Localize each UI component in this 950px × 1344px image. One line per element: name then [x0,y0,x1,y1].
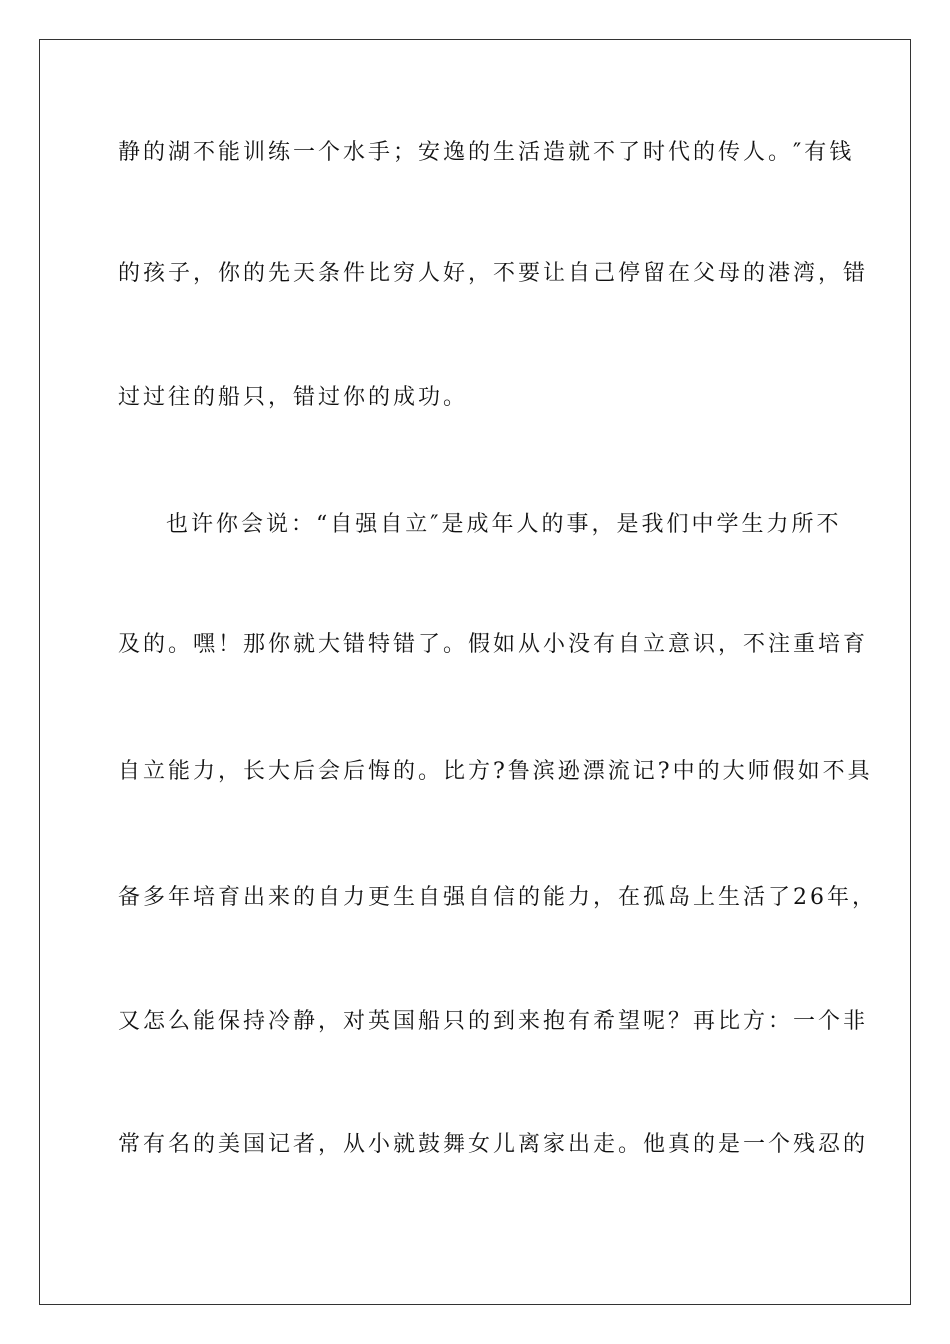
body-line: 备多年培育出来的自力更生自强自信的能力，在孤岛上生活了26年， [118,885,877,910]
document-page [39,39,911,1305]
body-line: 自立能力，长大后会后悔的。比方?鲁滨逊漂流记?中的大师假如不具 [118,759,873,784]
body-line: 的孩子，你的先天条件比穷人好，不要让自己停留在父母的港湾，错 [118,261,869,286]
paragraph-start-line: 也许你会说：“自强自立″是成年人的事，是我们中学生力所不 [166,512,842,537]
body-line: 又怎么能保持冷静，对英国船只的到来抱有希望呢？再比方：一个非 [118,1009,869,1034]
body-line: 过过往的船只，错过你的成功。 [118,385,469,410]
body-line: 常有名的美国记者，从小就鼓舞女儿离家出走。他真的是一个残忍的 [118,1132,869,1157]
body-line: 静的湖不能训练一个水手；安逸的生活造就不了时代的传人。″有钱 [118,140,855,165]
body-line: 及的。嘿！那你就大错特错了。假如从小没有自立意识，不注重培育 [118,632,869,657]
